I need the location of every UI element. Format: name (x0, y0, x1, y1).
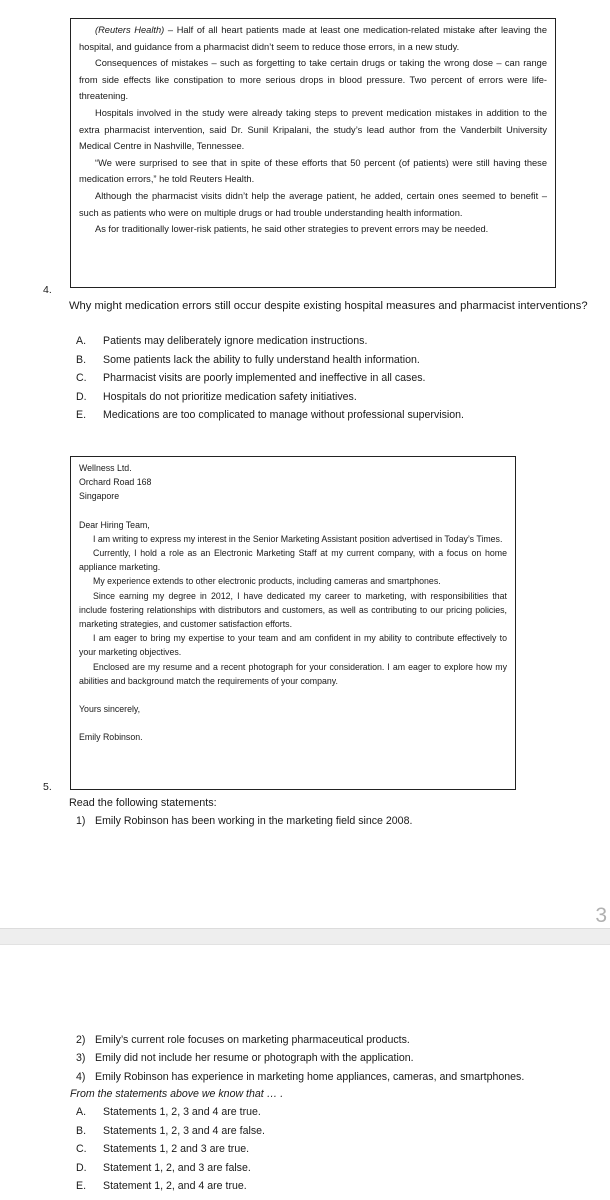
statement-item: 3) Emily did not include her resume or photograph with the application. (76, 1052, 414, 1065)
answer-option[interactable]: A. Statements 1, 2, 3 and 4 are true. (76, 1106, 261, 1118)
letter-address: Wellness Ltd. Orchard Road 168 Singapore (79, 463, 152, 502)
question-5-intro: Read the following statements: (69, 797, 217, 809)
letter-paragraph: I am eager to bring my expertise to your team and am confident in my ability to contribute effectively to your marketing objectives. (79, 633, 507, 658)
article-source: (Reuters Health) (95, 25, 165, 35)
answer-option[interactable]: C. Statements 1, 2 and 3 are true. (76, 1143, 250, 1156)
answer-option[interactable]: E. Statement 1, 2, and 4 are true. (76, 1180, 247, 1193)
article-box (70, 18, 556, 288)
answer-option[interactable]: B. Some patients lack the ability to fully understand health information. (76, 353, 420, 366)
article-paragraph: (Reuters Health) – Half of all heart patients made at least one medication-related mistake after leaving the hospital, and guidance from a pharmacist didn’t seem to reduce those errors, in a new study. (79, 25, 547, 52)
letter-paragraph: Since earning my degree in 2012, I have dedicated my career to marketing, with responsibilities that include fostering relationships with distributors and customers, as well as contributing to our pricing policies, marketing strategies, and customer satisfaction efforts. (79, 590, 507, 630)
statement-list (76, 812, 596, 830)
letter-paragraph: Enclosed are my resume and a recent photograph for your consideration. I am eager to explore how my abilities and background match the requirements of your company. (79, 661, 507, 686)
letter-paragraph: Currently, I hold a role as an Electronic Marketing Staff at my current company, with a focus on home appliance marketing. (79, 548, 507, 573)
letter-paragraph: My experience extends to other electronic products, including cameras and smartphones. (93, 576, 441, 587)
page-number: 3 (595, 904, 607, 927)
question-5-options (76, 1103, 586, 1196)
answer-option[interactable]: C. Pharmacist visits are poorly implemented and ineffective in all cases. (76, 372, 426, 385)
article-paragraph: “We were surprised to see that in spite of these efforts that 50 percent (of patients) were still having these medication errors,” he told Reuters Health. (79, 157, 547, 185)
letter-box (70, 456, 516, 790)
answer-option[interactable]: A. Patients may deliberately ignore medication instructions. (76, 335, 368, 347)
article-paragraph: As for traditionally lower-risk patients, he said other strategies to prevent errors may be needed. (95, 224, 489, 235)
letter-closing: Yours sincerely, (79, 704, 141, 715)
article-paragraph: Hospitals involved in the study were already taking steps to prevent medication mistakes in addition to the extra pharmacist intervention, said Dr. Sunil Kripalani, the study’s lead author from the Vanderbilt University Medical Centre in Nashville, Tennessee. (79, 107, 547, 152)
letter-paragraph: I am writing to express my interest in the Senior Marketing Assistant position advertised in Today’s Times. (93, 533, 503, 544)
answer-option[interactable]: E. Medications are too complicated to manage without professional supervision. (76, 409, 464, 422)
question-4-text: Why might medication errors still occur despite existing hospital measures and pharmacist interventions? (69, 300, 588, 312)
question-4-number: 4. (43, 284, 52, 296)
question-5-number: 5. (43, 781, 52, 793)
statement-list-continued (76, 1031, 596, 1086)
question-4-options (76, 332, 586, 425)
article-paragraph: Although the pharmacist visits didn’t help the average patient, he added, certain ones seemed to benefit – such as patients who were on multiple drugs or had trouble understanding health information. (79, 190, 547, 218)
letter-signature: Emily Robinson. (79, 732, 143, 743)
statement-item: 2) Emily’s current role focuses on marketing pharmaceutical products. (76, 1034, 410, 1046)
answer-option[interactable]: B. Statements 1, 2, 3 and 4 are false. (76, 1124, 265, 1137)
answer-option[interactable]: D. Statement 1, 2, and 3 are false. (76, 1161, 251, 1174)
letter-salutation: Dear Hiring Team, (79, 519, 150, 530)
answer-option[interactable]: D. Hospitals do not prioritize medication safety initiatives. (76, 390, 357, 403)
article-paragraph: Consequences of mistakes – such as forgetting to take certain drugs or taking the wrong dose – can range from side effects like constipation to more serious drops in blood pressure. Two percent of errors were life-threatening. (79, 58, 547, 102)
page-break-divider (0, 928, 610, 945)
question-5-stem: From the statements above we know that … . (70, 1088, 284, 1100)
statement-item: 1) Emily Robinson has been working in the marketing field since 2008. (76, 815, 413, 827)
statement-item: 4) Emily Robinson has experience in marketing home appliances, cameras, and smartphones. (76, 1070, 525, 1083)
